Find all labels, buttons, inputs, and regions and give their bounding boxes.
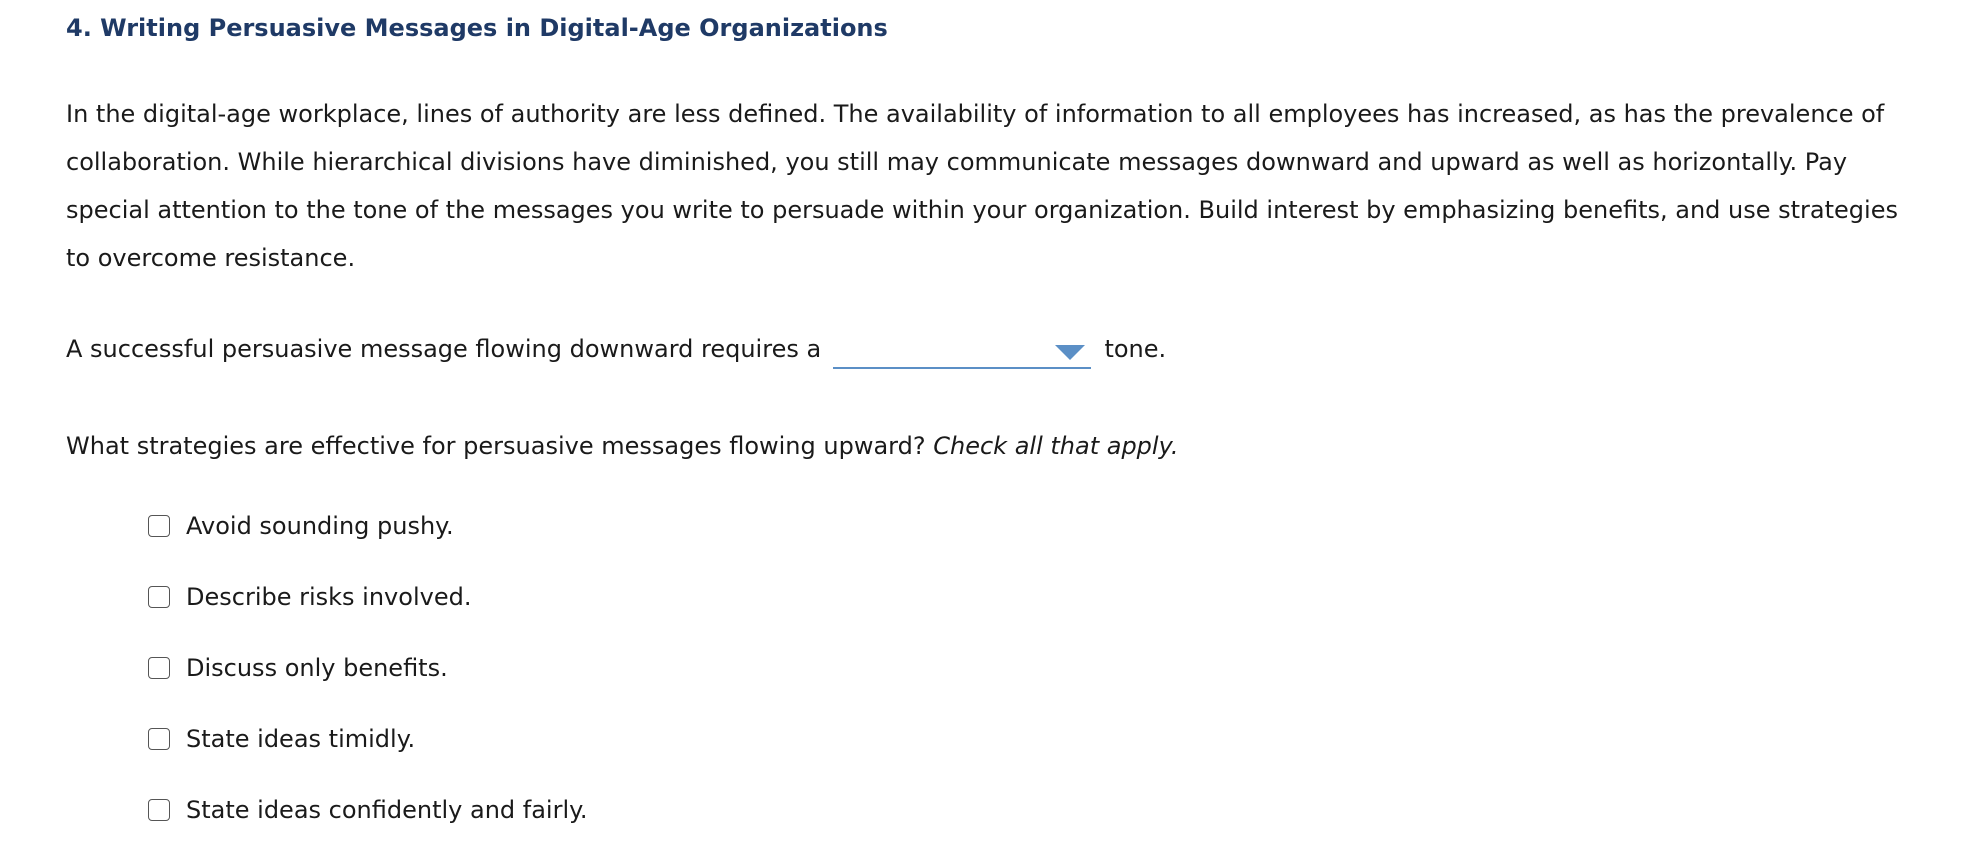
tone-question	[66, 331, 1166, 369]
tone-question-prefix: A successful persuasive message flowing downward requires a	[66, 335, 822, 363]
strategies-prompt: What strategies are effective for persuasive messages flowing upward?	[66, 432, 926, 460]
tone-dropdown[interactable]	[833, 333, 1091, 369]
checkbox-empty-icon[interactable]	[148, 657, 170, 679]
option-label: Discuss only benefits.	[186, 654, 448, 682]
tone-question-suffix: tone.	[1104, 335, 1167, 363]
option-label: Describe risks involved.	[186, 583, 472, 611]
question-intro: In the digital-age workplace, lines of authority are less defined. The availability of information to all employees has increased, as has the prevalence of collaboration. While hierarchical divisions have diminished, you still may communicate messages downward and upward as well as horizontally. Pay special attention to the tone of the messages you write to persuade within your organization. Build interest by emphasizing benefits, and use strategies to overcome resistance.	[66, 100, 1898, 272]
strategies-options	[148, 508, 588, 863]
checkbox-empty-icon[interactable]	[148, 728, 170, 750]
strategies-instruction: Check all that apply.	[933, 432, 1179, 460]
strategies-question	[66, 428, 1179, 464]
option-confidently[interactable]	[148, 792, 588, 828]
option-avoid-pushy[interactable]	[148, 508, 588, 544]
option-timidly[interactable]	[148, 721, 588, 757]
option-only-benefits[interactable]	[148, 650, 588, 686]
checkbox-empty-icon[interactable]	[148, 586, 170, 608]
option-describe-risks[interactable]	[148, 579, 588, 615]
option-label: Avoid sounding pushy.	[186, 512, 454, 540]
caret-down-icon[interactable]	[1055, 345, 1085, 360]
option-label: State ideas timidly.	[186, 725, 416, 753]
question-title: 4. Writing Persuasive Messages in Digital-Age Organizations	[66, 14, 888, 42]
option-label: State ideas confidently and fairly.	[186, 796, 588, 824]
checkbox-empty-icon[interactable]	[148, 799, 170, 821]
checkbox-empty-icon[interactable]	[148, 515, 170, 537]
